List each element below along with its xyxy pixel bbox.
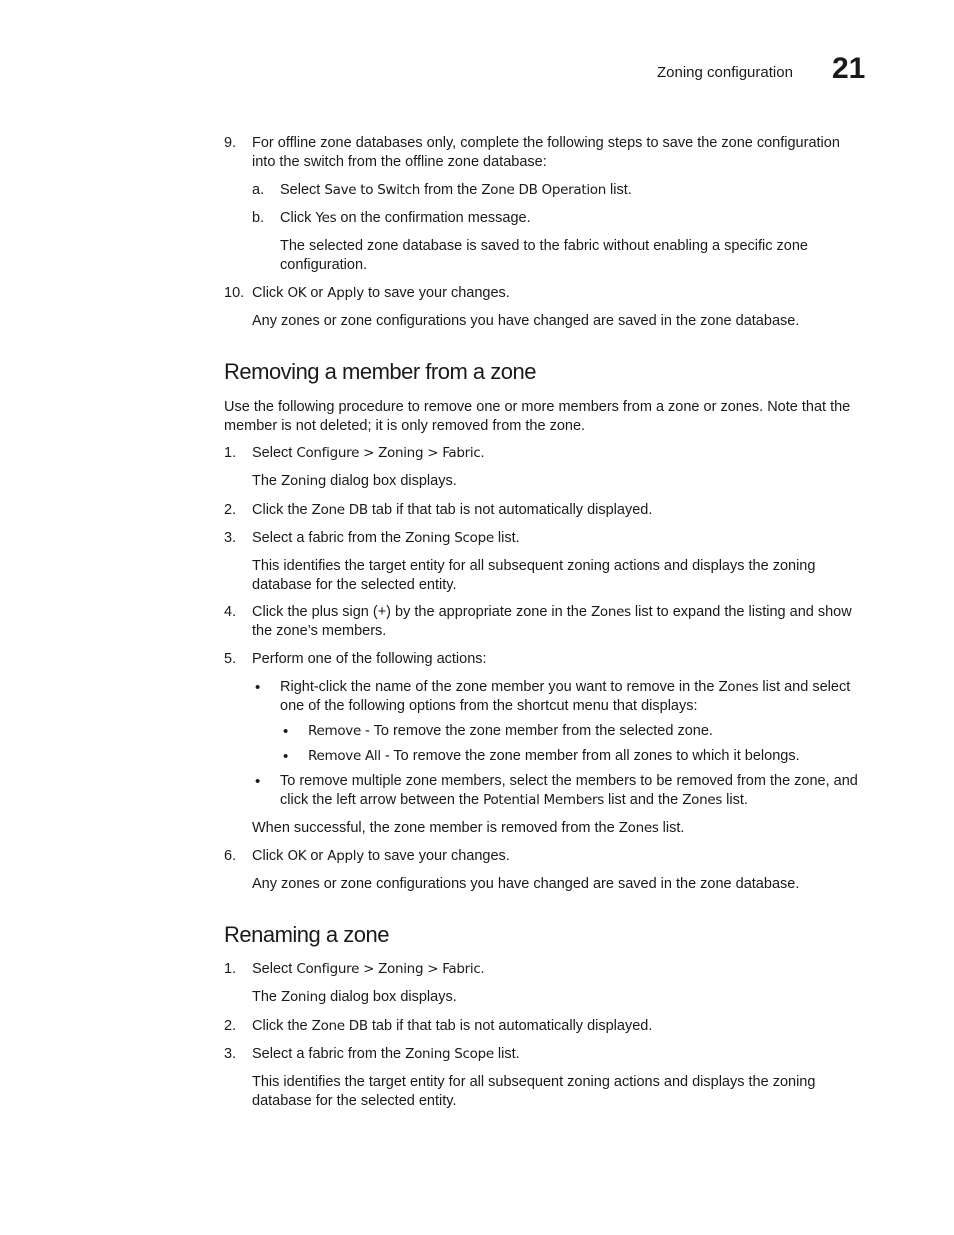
step-number: 1.	[224, 445, 237, 461]
bullet-icon: •	[283, 748, 289, 765]
step-text: Click the Zone DB tab if that tab is not automatically displayed.	[252, 1018, 653, 1034]
result-text: Any zones or zone configurations you have changed are saved in the zone database.	[252, 313, 800, 329]
result-text: Any zones or zone configurations you have changed are saved in the zone database.	[252, 876, 800, 892]
running-header-title: Zoning configuration	[657, 64, 793, 81]
ui-term: Configure > Zoning > Fabric	[296, 961, 481, 977]
ui-term: Configure > Zoning > Fabric	[296, 445, 481, 461]
ui-term: Apply	[327, 285, 364, 301]
result-text: The Zoning dialog box displays.	[252, 473, 457, 489]
substep-text: Click Yes on the confirmation message.	[280, 210, 531, 226]
sub-bullet-text: Remove - To remove the zone member from the selected zone.	[308, 723, 713, 739]
substep-text: Select Save to Switch from the Zone DB Operation list.	[280, 182, 632, 198]
result-text: The Zoning dialog box displays.	[252, 989, 457, 1005]
chapter-number: 21	[832, 52, 866, 85]
substep-letter: b.	[252, 210, 265, 226]
step-number: 6.	[224, 848, 237, 864]
step-number: 3.	[224, 530, 237, 546]
step-text: Click OK or Apply to save your changes.	[252, 848, 510, 864]
step-number: 2.	[224, 502, 237, 518]
substep-letter: a.	[252, 182, 265, 198]
step-text: Click OK or Apply to save your changes.	[252, 285, 510, 301]
step-text: Click the Zone DB tab if that tab is not automatically displayed.	[252, 502, 653, 518]
step-text: Select a fabric from the Zoning Scope list.	[252, 1046, 520, 1062]
step-number: 9.	[224, 135, 237, 151]
section-heading: Renaming a zone	[224, 922, 389, 947]
ui-term: Remove	[308, 723, 361, 739]
step-text: Click the plus sign (+) by the appropriate zone in the Zones list to expand the listing and show the zone’s members.	[252, 604, 852, 639]
result-text: This identifies the target entity for all subsequent zoning actions and displays the zoning database for the selected entity.	[252, 558, 816, 593]
section-heading: Removing a member from a zone	[224, 359, 536, 384]
bullet-icon: •	[255, 773, 261, 790]
ui-term: Save to Switch	[324, 182, 421, 198]
ui-term: Zone DB	[311, 1018, 368, 1034]
sub-bullet-text: Remove All - To remove the zone member from all zones to which it belongs.	[308, 748, 800, 764]
ui-term: Zoning	[281, 473, 327, 489]
ui-term: OK	[287, 285, 307, 301]
step-number: 2.	[224, 1018, 237, 1034]
ui-term: Zoning Scope	[405, 530, 494, 546]
ui-term: Apply	[327, 848, 364, 864]
bullet-text: To remove multiple zone members, select the members to be removed from the zone, and click the left arrow between the Potential Members list and the Zones list.	[280, 773, 858, 808]
ui-term: Potential Members	[483, 792, 605, 808]
ui-term: Zone DB	[311, 502, 368, 518]
step-number: 5.	[224, 651, 237, 667]
step-number: 10.	[224, 285, 245, 301]
ui-term: Zones	[718, 679, 759, 695]
section-intro: Use the following procedure to remove one or more members from a zone or zones. Note that the member is not deleted; it is only removed from the zone.	[224, 399, 851, 434]
ui-term: Zones	[590, 604, 631, 620]
step-text: Perform one of the following actions:	[252, 651, 487, 667]
step-number: 3.	[224, 1046, 237, 1062]
step-text: Select Configure > Zoning > Fabric.	[252, 961, 485, 977]
step-text: Select Configure > Zoning > Fabric.	[252, 445, 485, 461]
step-text: For offline zone databases only, complete the following steps to save the zone configuration into the switch from the offline zone database:	[252, 135, 840, 170]
ui-term: Yes	[315, 210, 337, 226]
ui-term: Zones	[682, 792, 723, 808]
step-text: Select a fabric from the Zoning Scope list.	[252, 530, 520, 546]
ui-term: OK	[287, 848, 307, 864]
result-text: The selected zone database is saved to the fabric without enabling a specific zone configuration.	[280, 238, 808, 273]
step-number: 1.	[224, 961, 237, 977]
result-text: When successful, the zone member is removed from the Zones list.	[252, 820, 685, 836]
ui-term: Zones	[618, 820, 659, 836]
ui-term: Zoning	[281, 989, 327, 1005]
bullet-icon: •	[283, 723, 289, 740]
step-number: 4.	[224, 604, 237, 620]
ui-term: Zoning Scope	[405, 1046, 494, 1062]
bullet-text: Right-click the name of the zone member you want to remove in the Zones list and select one of the following options from the shortcut menu that displays:	[280, 679, 851, 714]
result-text: This identifies the target entity for all subsequent zoning actions and displays the zoning database for the selected entity.	[252, 1074, 816, 1109]
ui-term: Zone DB Operation	[481, 182, 607, 198]
ui-term: Remove All	[308, 748, 381, 764]
bullet-icon: •	[255, 679, 261, 696]
